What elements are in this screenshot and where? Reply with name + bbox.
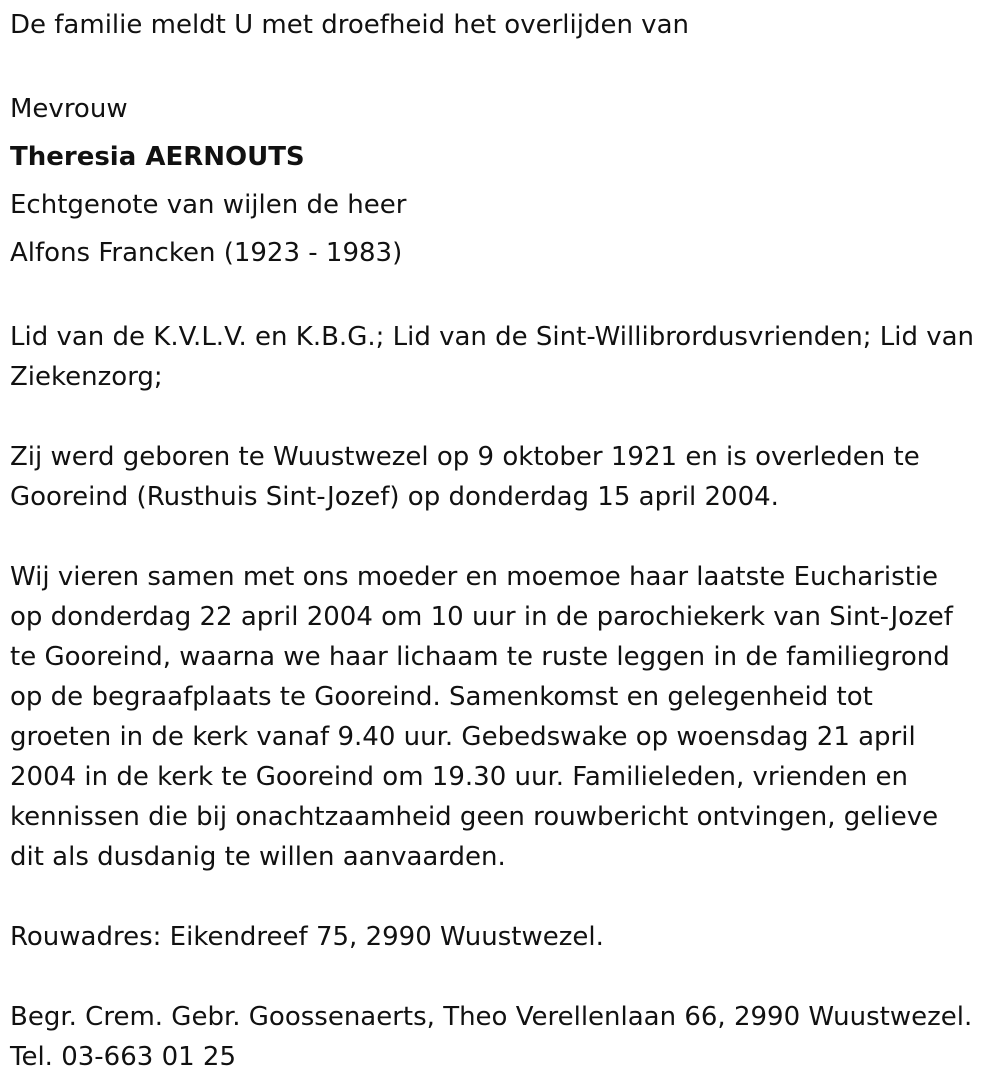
deceased-name: Theresia AERNOUTS bbox=[10, 142, 305, 172]
spacer bbox=[10, 877, 1000, 917]
spacer bbox=[10, 277, 1000, 317]
funeral-service-text: Wij vieren samen met ons moeder en moemoe haar laatste Eucharistie op donderdag 22 april 2004 om 10 uur in de parochiekerk van Sint-Jozef te Gooreind, waarna we haar lichaam te ruste leggen in de familiegrond op de begraafplaats te Gooreind. Samenkomst en gelegenheid tot groeten in de kerk vanaf 9.40 uur. Gebedswake op woensdag 21 april 2004 in de kerk te Gooreind om 19.30 uur. Familieleden, vrienden en kennissen die bij onachtzaamheid geen rouwbericht ontvingen, gelieve dit als dusdanig te willen aanvaarden. bbox=[10, 562, 953, 872]
funeral-home-text: Begr. Crem. Gebr. Goossenaerts, Theo Verellenlaan 66, 2990 Wuustwezel. Tel. 03-663 01 25 bbox=[10, 1002, 973, 1072]
spacer bbox=[10, 517, 1000, 557]
spacer bbox=[10, 397, 1000, 437]
intro-text: De familie meldt U met droefheid het overlijden van bbox=[10, 10, 689, 40]
spouse-relation-line: Echtgenote van wijlen de heer bbox=[10, 190, 407, 220]
birth-death-text: Zij werd geboren te Wuustwezel op 9 oktober 1921 en is overleden te Gooreind (Rusthuis Sint-Jozef) op donderdag 15 april 2004. bbox=[10, 442, 920, 512]
memberships-text: Lid van de K.V.L.V. en K.B.G.; Lid van de Sint-Willibrordusvrienden; Lid van Ziekenzorg; bbox=[10, 322, 975, 392]
spacer bbox=[10, 45, 1000, 85]
mourning-address: Rouwadres: Eikendreef 75, 2990 Wuustwezel. bbox=[10, 922, 604, 952]
spacer bbox=[10, 957, 1000, 997]
spouse-name-line: Alfons Francken (1923 - 1983) bbox=[10, 238, 403, 268]
honorific: Mevrouw bbox=[10, 94, 128, 124]
